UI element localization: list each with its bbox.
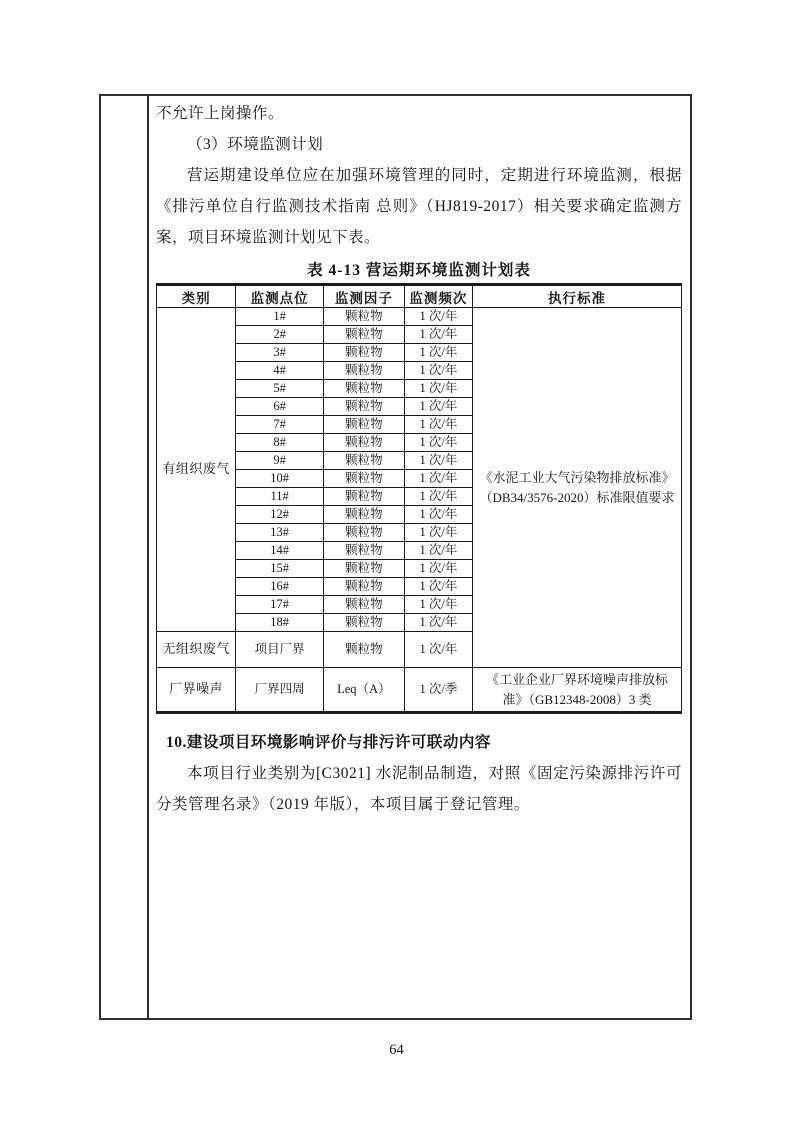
column-header-point: 监测点位 xyxy=(236,285,324,308)
frequency-cell: 1 次/年 xyxy=(404,362,472,380)
point-cell: 14# xyxy=(236,542,324,560)
point-cell: 8# xyxy=(236,434,324,452)
point-cell: 7# xyxy=(236,416,324,434)
frequency-cell: 1 次/年 xyxy=(404,470,472,488)
category-cell: 无组织废气 xyxy=(157,632,236,668)
frequency-cell: 1 次/年 xyxy=(404,542,472,560)
factor-cell: 颗粒物 xyxy=(323,470,404,488)
paragraph-continuation: 不允许上岗操作。 xyxy=(156,105,285,122)
column-header-factor: 监测因子 xyxy=(323,285,404,308)
frequency-cell: 1 次/年 xyxy=(404,506,472,524)
column-header-frequency: 监测频次 xyxy=(404,285,472,308)
monitoring-plan-table xyxy=(156,283,682,714)
frequency-cell: 1 次/年 xyxy=(404,326,472,344)
factor-cell: 颗粒物 xyxy=(323,308,404,326)
column-header-category: 类别 xyxy=(157,285,236,308)
frequency-cell: 1 次/季 xyxy=(404,668,472,713)
frequency-cell: 1 次/年 xyxy=(404,560,472,578)
frequency-cell: 1 次/年 xyxy=(404,308,472,326)
factor-cell: 颗粒物 xyxy=(323,398,404,416)
frequency-cell: 1 次/年 xyxy=(404,344,472,362)
factor-cell: 颗粒物 xyxy=(323,578,404,596)
point-cell: 2# xyxy=(236,326,324,344)
left-margin-column xyxy=(101,96,149,1018)
standard-cell: 《工业企业厂界环境噪声排放标准》（GB12348-2008）3 类 xyxy=(473,668,682,713)
frequency-cell: 1 次/年 xyxy=(404,434,472,452)
factor-cell: 颗粒物 xyxy=(323,524,404,542)
factor-cell: 颗粒物 xyxy=(323,488,404,506)
table-title: 表 4-13 营运期环境监测计划表 xyxy=(307,262,531,279)
factor-cell: 颗粒物 xyxy=(323,596,404,614)
point-cell: 厂界四周 xyxy=(236,668,324,713)
section-10-heading: 10.建设项目环境影响评价与排污许可联动内容 xyxy=(166,734,491,751)
table-body xyxy=(157,308,682,713)
column-header-standard: 执行标准 xyxy=(473,285,682,308)
category-cell: 厂界噪声 xyxy=(157,668,236,713)
point-cell: 13# xyxy=(236,524,324,542)
factor-cell: 颗粒物 xyxy=(323,362,404,380)
factor-cell: 颗粒物 xyxy=(323,614,404,632)
page-number: 64 xyxy=(389,1042,404,1058)
point-cell: 15# xyxy=(236,560,324,578)
frequency-cell: 1 次/年 xyxy=(404,488,472,506)
factor-cell: 颗粒物 xyxy=(323,380,404,398)
table-row xyxy=(157,308,682,326)
frequency-cell: 1 次/年 xyxy=(404,632,472,668)
factor-cell: 颗粒物 xyxy=(323,344,404,362)
point-cell: 6# xyxy=(236,398,324,416)
point-cell: 9# xyxy=(236,452,324,470)
point-cell: 3# xyxy=(236,344,324,362)
point-cell: 1# xyxy=(236,308,324,326)
page-frame xyxy=(99,94,692,1020)
frequency-cell: 1 次/年 xyxy=(404,614,472,632)
frequency-cell: 1 次/年 xyxy=(404,416,472,434)
factor-cell: 颗粒物 xyxy=(323,542,404,560)
point-cell: 17# xyxy=(236,596,324,614)
paragraph-subheading: （3）环境监测计划 xyxy=(187,136,324,153)
point-cell: 10# xyxy=(236,470,324,488)
content-area xyxy=(149,96,690,1018)
frequency-cell: 1 次/年 xyxy=(404,398,472,416)
frequency-cell: 1 次/年 xyxy=(404,578,472,596)
point-cell: 项目厂界 xyxy=(236,632,324,668)
point-cell: 4# xyxy=(236,362,324,380)
frequency-cell: 1 次/年 xyxy=(404,596,472,614)
paragraph-monitoring-plan: 营运期建设单位应在加强环境管理的同时，定期进行环境监测，根据《排污单位自行监测技术指南 总则》（HJ819-2017）相关要求确定监测方案，项目环境监测计划见下表。 xyxy=(156,167,682,246)
factor-cell: 颗粒物 xyxy=(323,326,404,344)
factor-cell: 颗粒物 xyxy=(323,632,404,668)
frequency-cell: 1 次/年 xyxy=(404,524,472,542)
point-cell: 16# xyxy=(236,578,324,596)
standard-cell: 《水泥工业大气污染物排放标准》（DB34/3576-2020）标准限值要求 xyxy=(473,308,682,668)
table-header-row xyxy=(157,285,682,308)
section-10-body: 本项目行业类别为[C3021] 水泥制品制造，对照《固定污染源排污许可分类管理名录》（2019 年版），本项目属于登记管理。 xyxy=(156,765,682,813)
factor-cell: 颗粒物 xyxy=(323,434,404,452)
factor-cell: 颗粒物 xyxy=(323,416,404,434)
factor-cell: 颗粒物 xyxy=(323,452,404,470)
category-cell: 有组织废气 xyxy=(157,308,236,632)
factor-cell: 颗粒物 xyxy=(323,506,404,524)
factor-cell: 颗粒物 xyxy=(323,560,404,578)
table-row xyxy=(157,668,682,713)
point-cell: 12# xyxy=(236,506,324,524)
frequency-cell: 1 次/年 xyxy=(404,380,472,398)
point-cell: 5# xyxy=(236,380,324,398)
frequency-cell: 1 次/年 xyxy=(404,452,472,470)
point-cell: 11# xyxy=(236,488,324,506)
factor-cell: Leq（A） xyxy=(323,668,404,713)
point-cell: 18# xyxy=(236,614,324,632)
